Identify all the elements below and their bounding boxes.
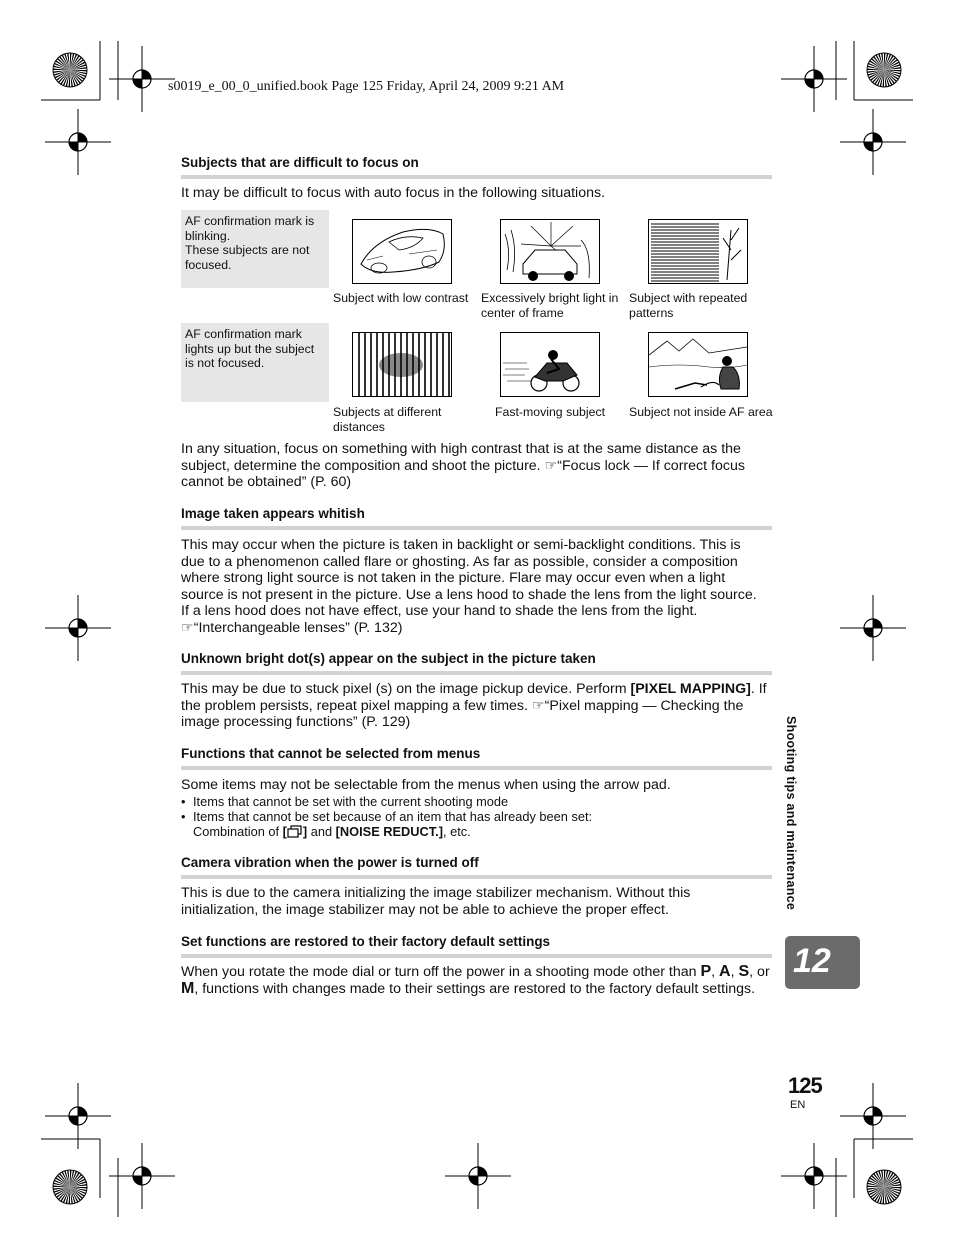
heading-focus: Subjects that are difficult to focus on bbox=[181, 155, 419, 170]
caption-line: Subjects at different bbox=[333, 405, 442, 419]
whitish-body bbox=[181, 537, 773, 637]
language-label: EN bbox=[790, 1099, 806, 1111]
caption-line: Subject with repeated bbox=[629, 291, 748, 305]
heading-menus: Functions that cannot be selected from menus bbox=[181, 746, 481, 761]
caption-different-distances bbox=[333, 405, 481, 434]
dots-body bbox=[181, 681, 773, 731]
paragraph-line: This may occur when the picture is taken in backlight or semi-backlight conditions. This is bbox=[181, 537, 741, 553]
list-item: • Items that cannot be set because of an item that has already been set: bbox=[181, 809, 771, 824]
caption-fast-moving bbox=[495, 405, 643, 420]
paragraph-line: image processing functions” (P. 129) bbox=[181, 714, 411, 731]
caption-bright-light bbox=[481, 291, 629, 320]
defaults-body bbox=[181, 964, 773, 997]
different-distances-illustration bbox=[352, 332, 452, 397]
book-header-line: s0019_e_00_0_unified.book Page 125 Friday, April 24, 2009 9:21 AM bbox=[168, 79, 565, 94]
box-line: AF confirmation mark is bbox=[185, 214, 315, 228]
text-run: , or bbox=[749, 964, 770, 980]
focus-outro bbox=[181, 441, 773, 491]
text-run: , bbox=[730, 964, 739, 980]
text-run: This may be due to stuck pixel (s) on the image pickup device. Perform bbox=[181, 681, 631, 697]
caption-low-contrast bbox=[333, 291, 481, 306]
text-run: . If bbox=[750, 681, 767, 697]
crosshair-mark-icon bbox=[445, 1143, 511, 1209]
paragraph-line: due to a phenomenon called flare or ghosting. As far as possible, consider a composition bbox=[181, 553, 738, 570]
paragraph-line: the problem persists, repeat pixel mapping a few times. ☞“Pixel mapping — Checking the bbox=[181, 697, 744, 714]
text-run: and bbox=[307, 824, 336, 839]
caption-repeated-patterns bbox=[629, 291, 777, 320]
vibration-body bbox=[181, 885, 773, 918]
caption-line: Excessively bright light in bbox=[481, 291, 619, 305]
heading-bright-dots: Unknown bright dot(s) appear on the subject in the picture taken bbox=[181, 651, 596, 666]
starburst-mark-icon bbox=[53, 1170, 87, 1204]
text-run: Combination of bbox=[193, 824, 283, 839]
text-run: , bbox=[711, 964, 720, 980]
heading-vibration: Camera vibration when the power is turned off bbox=[181, 855, 479, 870]
paragraph-line: initialization, the image stabilizer may not be able to achieve the proper effect. bbox=[181, 901, 669, 918]
paragraph-line: ☞“Interchangeable lenses” (P. 132) bbox=[181, 619, 403, 636]
mode-s: S bbox=[738, 963, 750, 980]
caption-line: Subject with low contrast bbox=[333, 291, 469, 305]
heading-whitish: Image taken appears whitish bbox=[181, 506, 365, 521]
crosshair-mark-icon bbox=[45, 109, 111, 175]
text-run: When you rotate the mode dial or turn off the power in a shooting mode other than bbox=[181, 964, 701, 980]
heading-rule bbox=[181, 954, 772, 958]
crosshair-mark-icon bbox=[109, 46, 175, 112]
caption-line: Subject not inside AF area bbox=[629, 405, 773, 419]
caption-line: patterns bbox=[629, 305, 674, 320]
starburst-mark-icon bbox=[867, 53, 901, 87]
starburst-mark-icon bbox=[867, 1170, 901, 1204]
sequential-shooting-icon bbox=[287, 825, 303, 838]
caption-line: Fast-moving subject bbox=[495, 405, 606, 419]
list-item-continuation bbox=[181, 824, 771, 839]
repeated-pattern-illustration bbox=[648, 219, 748, 284]
box-line: AF confirmation mark bbox=[185, 327, 302, 341]
box-line: blinking. bbox=[185, 228, 231, 243]
af-lit-box bbox=[181, 323, 329, 402]
bracket: [ bbox=[282, 824, 287, 839]
page-number: 125 bbox=[788, 1073, 822, 1098]
heading-rule bbox=[181, 526, 772, 530]
mode-p: P bbox=[700, 963, 712, 980]
heading-rule bbox=[181, 875, 772, 879]
paragraph-line: subject, determine the composition and shoot the picture. ☞“Focus lock — If correct focus bbox=[181, 457, 745, 474]
crosshair-mark-icon bbox=[45, 595, 111, 661]
text-run: , functions with changes made to their settings are restored to the factory default settings. bbox=[194, 980, 756, 997]
chapter-number: 12 bbox=[793, 942, 831, 980]
text-run: , etc. bbox=[443, 824, 471, 839]
mode-m: M bbox=[181, 979, 195, 997]
bright-light-car-illustration bbox=[500, 219, 600, 284]
caption-line: distances bbox=[333, 419, 385, 434]
pixel-mapping-term: [PIXEL MAPPING] bbox=[630, 681, 751, 697]
heading-rule bbox=[181, 175, 772, 179]
box-line: focused. bbox=[185, 257, 232, 272]
list-item: • Items that cannot be set with the current shooting mode bbox=[181, 794, 771, 809]
focus-intro: It may be difficult to focus with auto focus in the following situations. bbox=[181, 185, 606, 201]
paragraph-line bbox=[181, 681, 773, 698]
heading-rule bbox=[181, 766, 772, 770]
paragraph-line: This is due to the camera initializing the image stabilizer mechanism. Without this bbox=[181, 885, 691, 901]
chapter-title-vertical: Shooting tips and maintenance bbox=[784, 716, 798, 911]
noise-reduct-term: [NOISE REDUCT.] bbox=[335, 824, 443, 839]
crosshair-mark-icon bbox=[840, 109, 906, 175]
bracket: ] bbox=[302, 824, 308, 839]
paragraph-line: where strong light source is not taken in the picture. Flare may occur even when a light bbox=[181, 570, 726, 587]
heading-defaults: Set functions are restored to their factory default settings bbox=[181, 934, 551, 949]
paragraph-line: In any situation, focus on something with high contrast that is at the same distance as the bbox=[181, 441, 741, 457]
box-line: These subjects are not bbox=[185, 243, 310, 257]
paragraph-line: If a lens hood does not have effect, use your hand to shade the lens from the light. bbox=[181, 603, 698, 620]
starburst-mark-icon bbox=[53, 53, 87, 87]
af-blinking-box bbox=[181, 210, 329, 288]
box-line: is not focused. bbox=[185, 356, 265, 370]
menus-list bbox=[181, 794, 771, 839]
mode-a: A bbox=[719, 963, 731, 980]
fast-moving-motorcycle-illustration bbox=[500, 332, 600, 397]
box-line: lights up but the subject bbox=[185, 341, 315, 356]
chapter-tab bbox=[785, 936, 860, 989]
crosshair-mark-icon bbox=[840, 595, 906, 661]
paragraph-line: cannot be obtained” (P. 60) bbox=[181, 474, 352, 491]
crosshair-mark-icon bbox=[109, 1143, 175, 1209]
crosshair-mark-icon bbox=[781, 46, 847, 112]
crosshair-mark-icon bbox=[781, 1143, 847, 1209]
caption-not-in-af-area bbox=[629, 405, 777, 420]
heading-rule bbox=[181, 671, 772, 675]
paragraph-line: source is not present in the picture. Use a lens hood to shade the lens from the light source. bbox=[181, 586, 757, 603]
subject-outside-af-illustration bbox=[648, 332, 748, 397]
menus-intro: Some items may not be selectable from the menus when using the arrow pad. bbox=[181, 777, 671, 793]
caption-line: center of frame bbox=[481, 305, 564, 320]
low-contrast-car-illustration bbox=[352, 219, 452, 284]
